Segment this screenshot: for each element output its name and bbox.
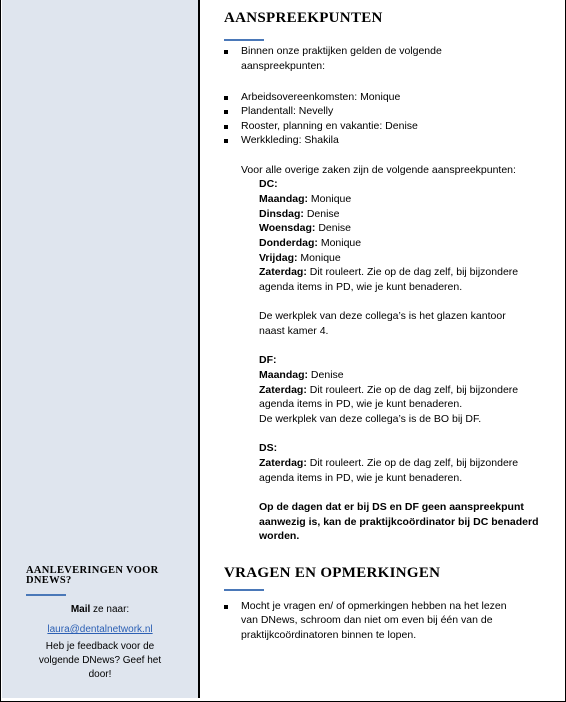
sidebar-title: AANLEVERINGEN VOOR DNEWS? bbox=[26, 565, 159, 586]
location-label-dc: DC: bbox=[259, 178, 278, 190]
questions-text-line-1: Mocht je vragen en/ of opmerkingen hebben na het lezen bbox=[241, 600, 507, 612]
main-content bbox=[200, 0, 565, 698]
bullet-marker bbox=[224, 605, 228, 609]
dc-workplace: De werkplek van deze collega’s is het glazen kantoor bbox=[259, 310, 506, 322]
intro-line-1: Binnen onze praktijken gelden de volgende bbox=[241, 45, 442, 57]
mail-label-rest: ze naar: bbox=[90, 604, 130, 615]
feedback-text: Heb je feedback voor de volgende DNews? Geef het door! bbox=[38, 641, 162, 680]
closing-note-line-1: Op de dagen dat er bij DS en DF geen aanspreekpunt bbox=[259, 501, 524, 513]
df-saturday-row: Zaterdag: Dit rouleert. Zie op de dag zelf, bij bijzondere bbox=[259, 384, 519, 396]
ds-saturday-row: Zaterdag: Dit rouleert. Zie op de dag zelf, bij bijzondere bbox=[259, 457, 519, 469]
bullet-marker bbox=[224, 125, 228, 129]
contact-item: Werkkleding: Shakila bbox=[241, 134, 339, 146]
questions-text-line-2: van DNews, schroom dan niet om even bij één van de bbox=[241, 614, 493, 626]
dc-day-row: Dinsdag: Denise bbox=[259, 208, 340, 220]
section-heading-underline bbox=[224, 39, 264, 41]
ds-saturday-row-cont: agenda items in PD, wie je kunt benaderen. bbox=[259, 472, 463, 484]
contact-item: Rooster, planning en vakantie: Denise bbox=[241, 120, 418, 132]
section-heading-aanspreekpunten: AANSPREEKPUNTEN bbox=[224, 10, 383, 26]
dc-day-row: Donderdag: Monique bbox=[259, 237, 362, 249]
contact-item: Arbeidsovereenkomsten: Monique bbox=[241, 91, 401, 103]
df-saturday-row-cont: agenda items in PD, wie je kunt benaderen. bbox=[259, 398, 463, 410]
bullet-marker bbox=[224, 50, 228, 54]
email-link[interactable]: laura@dentalnetwork.nl bbox=[47, 624, 153, 635]
questions-text-line-3: praktijkcoördinatoren binnen te lopen. bbox=[241, 629, 417, 641]
closing-note-line-2: aanwezig is, kan de praktijkcoördinator bij DC benaderd bbox=[259, 516, 539, 528]
location-label-ds: DS: bbox=[259, 442, 278, 454]
dc-day-row: Vrijdag: Monique bbox=[259, 252, 341, 264]
other-contacts-intro: Voor alle overige zaken zijn de volgende aanspreekpunten: bbox=[241, 164, 516, 176]
mail-label: Mail bbox=[70, 604, 91, 615]
bullet-marker bbox=[224, 96, 228, 100]
bullet-marker bbox=[224, 139, 228, 143]
df-monday-row: Maandag: Denise bbox=[259, 369, 344, 381]
sidebar bbox=[2, 0, 200, 698]
dc-saturday-row: Zaterdag: Dit rouleert. Zie op de dag zelf, bij bijzondere bbox=[259, 266, 519, 278]
location-label-df: DF: bbox=[259, 354, 277, 366]
contact-item: Plandentall: Nevelly bbox=[241, 105, 334, 117]
dc-day-row: Woensdag: Denise bbox=[259, 222, 352, 234]
dc-day-row: Maandag: Monique bbox=[259, 193, 352, 205]
section-heading-vragen: VRAGEN EN OPMERKINGEN bbox=[224, 565, 441, 581]
dc-workplace-cont: naast kamer 4. bbox=[259, 325, 329, 337]
df-workplace: De werkplek van deze collega’s is de BO bij DF. bbox=[259, 413, 482, 425]
dc-saturday-row-cont: agenda items in PD, wie je kunt benaderen. bbox=[259, 281, 463, 293]
sidebar-title-underline bbox=[26, 594, 66, 596]
bullet-marker bbox=[224, 110, 228, 114]
sidebar-mail-line bbox=[2, 604, 198, 615]
intro-line-2: aanspreekpunten: bbox=[241, 60, 326, 72]
section-heading-underline bbox=[224, 589, 264, 591]
closing-note-line-3: worden. bbox=[259, 530, 300, 542]
